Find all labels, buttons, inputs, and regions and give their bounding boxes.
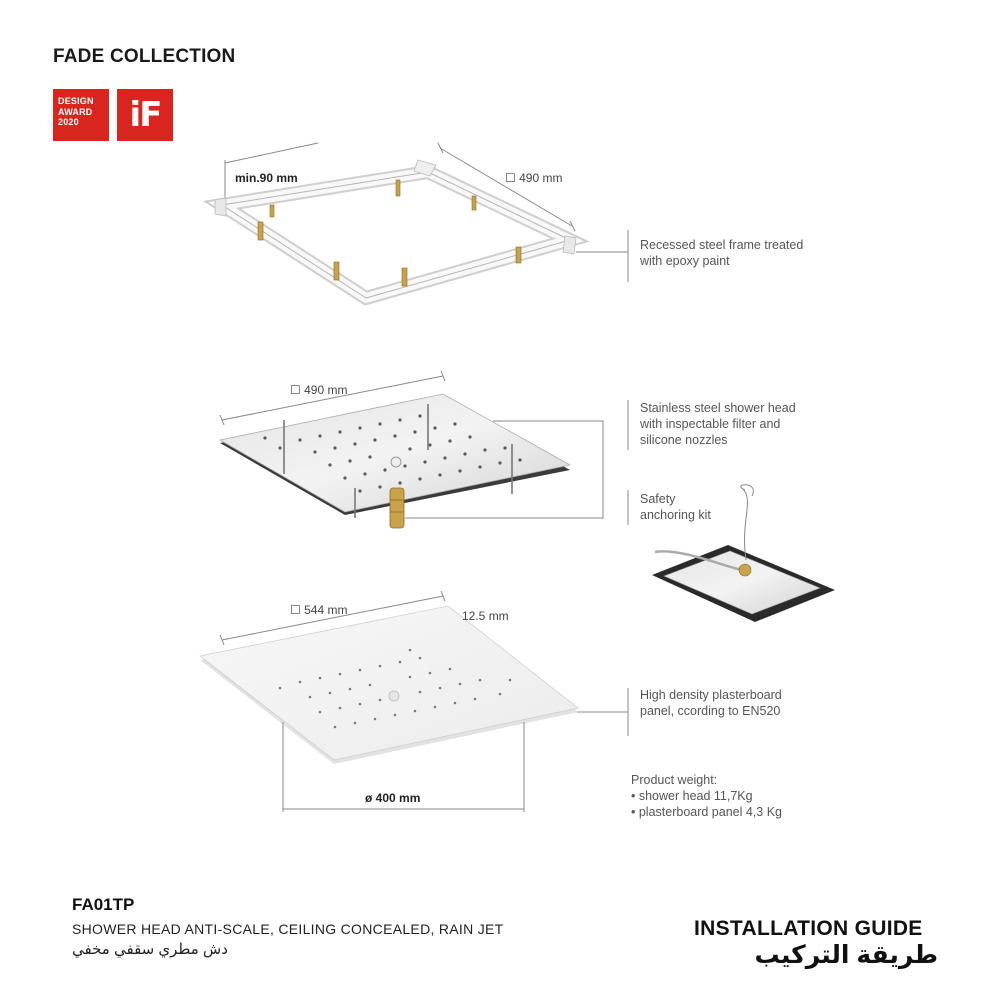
- installation-guide-title: INSTALLATION GUIDE: [694, 917, 923, 940]
- product-description-arabic: دش مطري سقفي مخفي: [72, 941, 228, 958]
- frame-callout: Recessed steel frame treated with epoxy paint: [640, 238, 804, 268]
- brass-inlet: [390, 488, 404, 528]
- shower-head-plate: [220, 371, 628, 528]
- product-description: SHOWER HEAD ANTI-SCALE, CEILING CONCEALED, RAIN JET: [72, 921, 504, 937]
- installation-guide-title-arabic: طريقة التركيب: [754, 941, 938, 969]
- if-logo: iF: [117, 89, 173, 141]
- weight-item-shower-head: • shower head 11,7Kg: [631, 789, 753, 803]
- frame-size-label: ☐ 490 mm: [505, 171, 563, 185]
- weight-title: Product weight:: [631, 773, 718, 787]
- frame-depth-dim-line: [225, 143, 318, 163]
- plasterboard-panel: [200, 591, 628, 812]
- recessed-frame: [215, 143, 628, 298]
- weight-item-panel: • plasterboard panel 4,3 Kg: [631, 805, 783, 819]
- head-size-label: ☐ 490 mm: [290, 383, 348, 397]
- head-callout: Stainless steel shower head with inspectable filter and silicone nozzles: [640, 401, 796, 447]
- safety-kit-callout: Safety anchoring kit: [640, 492, 711, 522]
- panel-callout: High density plasterboard panel, ccording to EN520: [640, 688, 782, 718]
- panel-size-label: ☐ 544 mm: [290, 603, 348, 617]
- frame-callout-line: [576, 252, 628, 282]
- frame-depth-label: min.90 mm: [235, 171, 298, 185]
- product-code: FA01TP: [72, 895, 135, 914]
- panel-thickness-label: 12.5 mm: [462, 609, 509, 623]
- design-award-badge: DESIGN AWARD 2020: [53, 89, 109, 141]
- collection-title: FADE COLLECTION: [53, 46, 236, 67]
- panel-diameter-label: ø 400 mm: [365, 791, 421, 805]
